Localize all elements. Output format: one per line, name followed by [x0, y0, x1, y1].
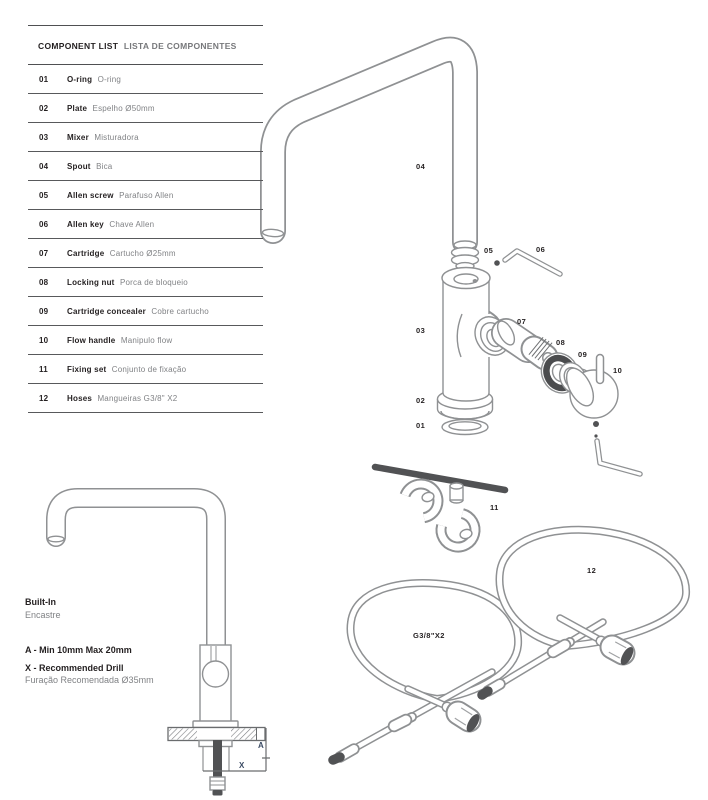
component-name [67, 278, 188, 287]
component-list [28, 25, 263, 413]
component-number: 06 [39, 219, 49, 229]
component-name-en: Allen screw [67, 190, 114, 200]
component-name [67, 191, 173, 200]
component-number: 10 [39, 335, 49, 345]
component-list-title-en: COMPONENT LIST [38, 41, 119, 51]
component-number: 08 [39, 277, 49, 287]
component-name [67, 104, 155, 113]
built-in-title: Built-In [25, 597, 56, 607]
component-number: 02 [39, 103, 49, 113]
component-name-pt: Cartucho Ø25mm [107, 248, 176, 258]
component-number: 07 [39, 248, 49, 258]
component-name [67, 249, 176, 258]
hose-right-drawing [482, 530, 686, 695]
component-name-en: Plate [67, 103, 88, 113]
component-name [67, 133, 139, 142]
component-row [28, 384, 263, 413]
component-row [28, 152, 263, 181]
component-name-en: Fixing set [67, 364, 107, 374]
allen-key-bottom-drawing [597, 441, 640, 474]
component-name-en: Mixer [67, 132, 89, 142]
spout-thread-rings [452, 241, 479, 269]
component-name-en: Cartridge concealer [67, 306, 146, 316]
component-name [67, 394, 177, 403]
component-name [67, 75, 121, 84]
component-name-en: Hoses [67, 393, 93, 403]
component-number: 03 [39, 132, 49, 142]
part-label-07: 07 [517, 317, 527, 326]
component-row [28, 297, 263, 326]
component-name-en: Locking nut [67, 277, 115, 287]
component-number: 09 [39, 306, 49, 316]
part-label-05: 05 [484, 246, 494, 255]
note-dimension-a: A - Min 10mm Max 20mm [25, 645, 132, 655]
part-label-12: 12 [587, 566, 597, 575]
part-label-04: 04 [416, 162, 426, 171]
component-number: 11 [39, 364, 48, 374]
note-dimension-x: X - Recommended Drill [25, 662, 124, 673]
component-row [28, 181, 263, 210]
component-row [28, 210, 263, 239]
component-name-pt: Bica [93, 161, 113, 171]
dim-label-x: X [239, 761, 245, 770]
component-name-en: O-ring [67, 74, 93, 84]
component-list-header [28, 25, 263, 65]
component-row [28, 326, 263, 355]
built-in-notes [25, 596, 154, 687]
component-name-en: Spout [67, 161, 91, 171]
hose-left-drawing [333, 583, 518, 760]
dim-label-a: A [258, 741, 264, 750]
component-row [28, 355, 263, 384]
part-label-02: 02 [416, 396, 426, 405]
part-label-01: 01 [416, 421, 426, 430]
component-number: 01 [39, 74, 49, 84]
allen-screw-drawing [494, 260, 500, 266]
component-name [67, 365, 186, 374]
component-number: 04 [39, 161, 49, 171]
component-name-en: Allen key [67, 219, 104, 229]
component-name [67, 220, 154, 229]
component-row [28, 239, 263, 268]
component-name-pt: Manipulo flow [118, 335, 173, 345]
component-name-en: Cartridge [67, 248, 105, 258]
spout-drawing [262, 50, 465, 242]
component-name-pt: Cobre cartucho [148, 306, 209, 316]
oring-drawing [442, 420, 488, 435]
component-name-pt: Conjunto de fixação [109, 364, 187, 374]
note-dimension-x-pt: Furação Recomendada Ø35mm [25, 675, 154, 685]
part-label-08: 08 [556, 338, 566, 347]
component-number: 12 [39, 393, 49, 403]
allen-key-top-drawing [505, 251, 560, 274]
built-in-subtitle: Encastre [25, 609, 61, 620]
component-name-pt: O-ring [95, 74, 122, 84]
component-name-pt: Porca de bloqueio [117, 277, 188, 287]
part-label-06: 06 [536, 245, 546, 254]
component-name-pt: Parafuso Allen [116, 190, 174, 200]
part-label-09: 09 [578, 350, 588, 359]
component-name-pt: Chave Allen [106, 219, 155, 229]
component-name [67, 307, 209, 316]
part-label-11: 11 [490, 503, 499, 512]
hose-size-label: G3/8"X2 [413, 631, 445, 640]
part-label-10: 10 [613, 366, 623, 375]
component-list-title-pt: LISTA DE COMPONENTES [123, 41, 237, 51]
component-list-rows [28, 65, 263, 413]
component-name-pt: Mangueiras G3/8" X2 [95, 393, 178, 403]
handle-screw-dot [593, 421, 599, 438]
component-row [28, 94, 263, 123]
component-name-en: Flow handle [67, 335, 116, 345]
part-label-03: 03 [416, 326, 426, 335]
component-name-pt: Misturadora [91, 132, 139, 142]
component-name [67, 162, 112, 171]
component-number: 05 [39, 190, 49, 200]
component-row [28, 123, 263, 152]
component-row [28, 268, 263, 297]
component-name [67, 336, 172, 345]
component-name-pt: Espelho Ø50mm [90, 103, 155, 113]
fixing-set-drawing [375, 467, 505, 547]
component-row [28, 65, 263, 94]
